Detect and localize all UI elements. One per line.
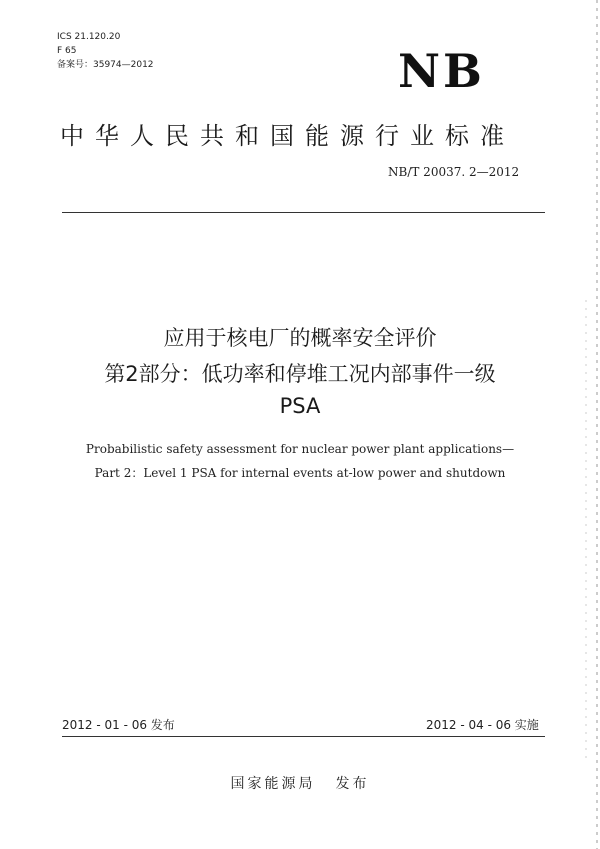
title-zh-line-3: PSA	[279, 394, 321, 418]
standard-title: 中华人民共和国能源行业标准	[60, 122, 515, 150]
record-number: 备案号：35974—2012	[57, 60, 154, 70]
classification-code: F 65	[57, 46, 77, 56]
effective-date: 2012 - 04 - 06 实施	[426, 718, 539, 732]
standard-number: NB/T 20037. 2—2012	[388, 165, 520, 179]
title-en-line-2: Part 2：Level 1 PSA for internal events at-low power and shutdown	[94, 466, 506, 480]
issuer-action: 发布	[335, 776, 370, 792]
title-zh-line-2: 第2部分：低功率和停堆工况内部事件一级	[104, 362, 496, 386]
nb-logo: NB	[398, 44, 485, 98]
issue-date: 2012 - 01 - 06 发布	[62, 718, 175, 732]
title-zh-line-1: 应用于核电厂的概率安全评价	[163, 326, 437, 350]
ics-code: ICS 21.120.20	[57, 32, 121, 42]
issuer-name: 国家能源局	[230, 776, 316, 792]
title-en-line-1: Probabilistic safety assessment for nuclear power plant applications—	[85, 442, 515, 456]
